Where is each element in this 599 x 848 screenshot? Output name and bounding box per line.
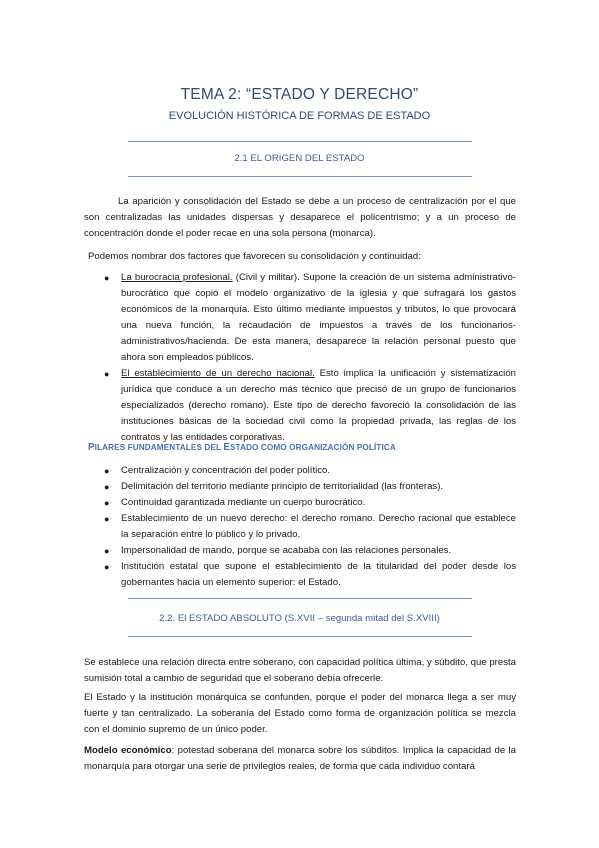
- absoluto-paragraph-3: [84, 743, 516, 775]
- factor-label: El establecimiento de un derecho nacional.: [121, 368, 315, 379]
- factor-text: Esto implica la unificación y sistematización jurídica que conduce a un derecho más técnico que precisó de un grupo de funcionarios especializados (derecho romano). Este tipo de derecho favoreció la consolidación de las instituciones básicas de la sociedad civil como la propiedad privada, las reglas de los contratos y las entidades corporativas.: [121, 368, 516, 443]
- intro-paragraph: La aparición y consolidación del Estado se debe a un proceso de centralización por el que son centralizadas las unidades dispersas y desaparece el policentrismo; y a un proceso de concentración donde el poder recae en una sola persona (monarca).: [84, 196, 516, 239]
- factors-intro: Podemos nombrar dos factores que favorecen su consolidación y continuidad:: [88, 251, 421, 262]
- pilar-text: Continuidad garantizada mediante un cuerpo burocrático.: [121, 497, 366, 508]
- factors-list: [104, 270, 516, 446]
- list-item: [104, 270, 516, 366]
- list-item: [104, 511, 516, 543]
- list-item: [104, 479, 516, 495]
- document-subtitle: EVOLUCIÓN HISTÓRICA DE FORMAS DE ESTADO: [168, 110, 431, 122]
- absoluto-paragraph-1: Se establece una relación directa entre soberano, con capacidad política última, y súbdito, que presta sumisión total a cambio de seguridad que el soberano debía ofrecerle.: [84, 657, 516, 684]
- section-divider-top: [128, 598, 472, 599]
- bullet-icon: ●: [104, 369, 110, 379]
- pilar-text: Delimitación del territorio mediante principio de territorialidad (las fronteras).: [121, 481, 444, 492]
- pilar-text: Centralización y concentración del poder político.: [121, 465, 331, 476]
- section-divider-top: [128, 141, 472, 142]
- bullet-icon: ●: [104, 562, 110, 572]
- bullet-icon: ●: [104, 273, 110, 283]
- modelo-economico-label: Modelo económico: [84, 745, 172, 756]
- list-item: [104, 559, 516, 591]
- bullet-icon: ●: [104, 546, 110, 556]
- pilar-text: Institución estatal que supone el establecimiento de la titularidad del poder desde los gobernantes hacia un elemento superior: el Estado.: [121, 561, 516, 588]
- bullet-icon: ●: [104, 482, 110, 492]
- factor-text: (Civil y militar). Supone la creación de un sistema administrativo-burocrático que copió el modelo organizativo de la iglesia y que sufragará los gastos económicos de la monarquía. Esto último mediante impuestos y tributos, lo que provocará una nueva función, la recaudación de impuestos a través de los funcionarios-administrativos/hacienda. De esta manera, desaparece la relación personal puesto que ahora son empleados públicos.: [121, 272, 516, 363]
- factor-label: La burocracia profesional.: [121, 272, 233, 283]
- section-heading-absoluto: 2.2. El ESTADO ABSOLUTO (S.XVII – segunda mitad del S.XVIII): [159, 613, 440, 624]
- pilar-text: Establecimiento de un nuevo derecho: el derecho romano. Derecho racional que establece la separación entre lo público y lo privado.: [121, 513, 516, 540]
- pilares-list: [104, 463, 516, 591]
- section-divider-bottom: [128, 176, 472, 177]
- section-divider-bottom: [128, 636, 472, 637]
- modelo-economico-text: : potestad soberana del monarca sobre los súbditos. Implica la capacidad de la monarquía para otorgar una serie de privilegios reales, de forma que cada individuo contará: [84, 745, 516, 772]
- pilares-heading: [88, 442, 396, 453]
- list-item: [104, 543, 516, 559]
- bullet-icon: ●: [104, 498, 110, 508]
- document-title: TEMA 2: “ESTADO Y DERECHO”: [180, 86, 419, 103]
- absoluto-paragraph-2: El Estado y la institución monárquica se confunden, porque el poder del monarca llega a ser muy fuerte y tan centralizado. La soberanía del Estado como forma de organización política se mezcla con el dominio supremo de un único poder.: [84, 692, 516, 735]
- list-item: [104, 366, 516, 446]
- pilares-heading-text: PILARES FUNDAMENTALES DEL ESTADO COMO ORGANIZACIÓN POLÍTICA: [88, 442, 396, 453]
- section-heading-origen: 2.1 EL ORIGEN DEL ESTADO: [234, 153, 365, 164]
- pilar-text: Impersonalidad de mando, porque se acababa con las relaciones personales.: [121, 545, 452, 556]
- list-item: [104, 495, 516, 511]
- list-item: [104, 463, 516, 479]
- bullet-icon: ●: [104, 466, 110, 476]
- bullet-icon: ●: [104, 514, 110, 524]
